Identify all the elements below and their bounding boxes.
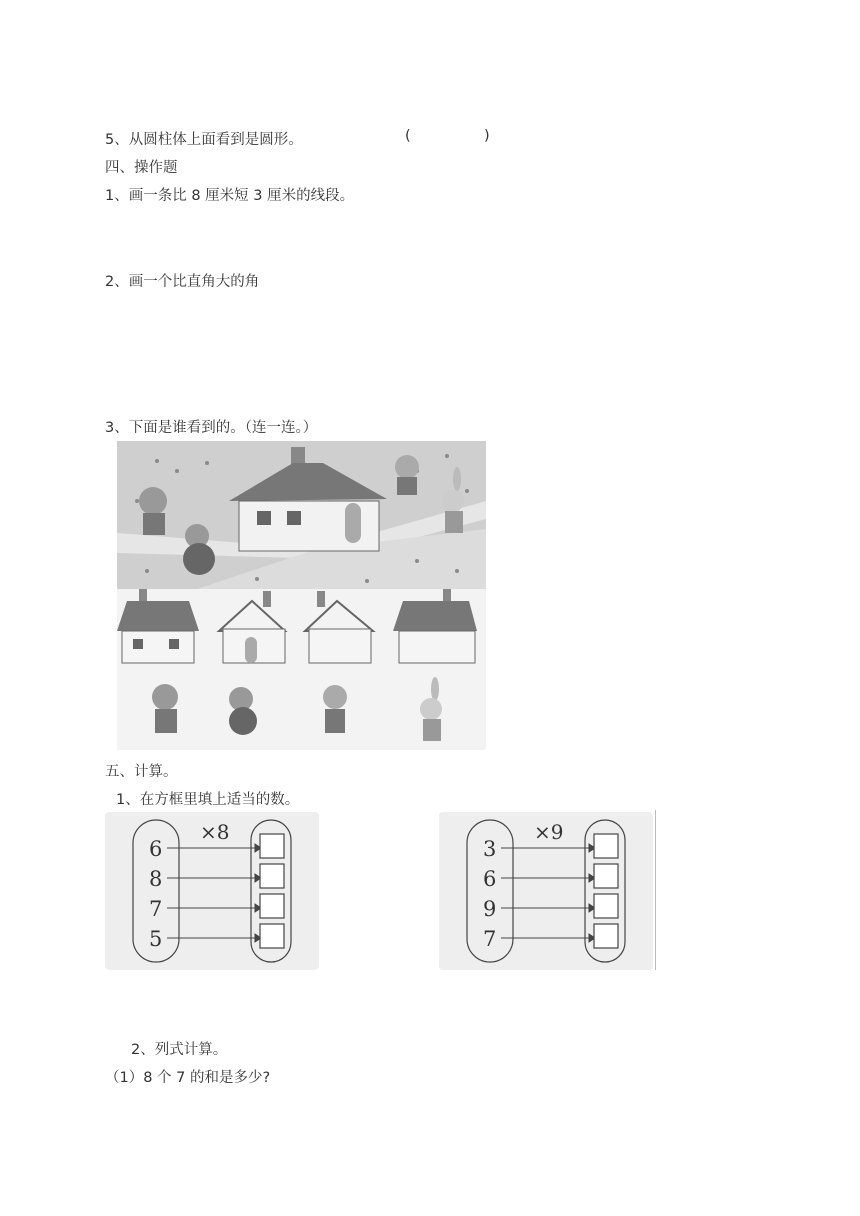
answer-box[interactable]: [260, 864, 284, 888]
input-number: 7: [149, 897, 163, 921]
section4-q3: 3、下面是谁看到的。（连一连。）: [105, 420, 318, 436]
mapping-diagram-left: [105, 812, 319, 970]
scene-svg: [117, 441, 486, 750]
arrows: [501, 844, 595, 942]
house-view-front: [117, 589, 199, 663]
input-number: 3: [483, 837, 497, 861]
divider: [655, 810, 656, 970]
section4-q2: 2、画一个比直角大的角: [105, 274, 260, 290]
cat-option: [152, 684, 178, 733]
input-number: 6: [149, 837, 163, 861]
operator-label: ×8: [200, 820, 230, 844]
answer-box[interactable]: [594, 894, 618, 918]
section5-title: 五、计算。: [105, 764, 178, 780]
section5-q1: 1、在方框里填上适当的数。: [116, 792, 300, 808]
input-number: 9: [483, 897, 497, 921]
house-view-side-plain: [305, 591, 373, 663]
input-number: 8: [149, 867, 163, 891]
who-sees-what-illustration: [117, 441, 486, 750]
multiply-panel-right: [439, 812, 653, 970]
input-number: 5: [149, 927, 163, 951]
section4-q1: 1、画一条比 8 厘米短 3 厘米的线段。: [105, 188, 355, 204]
answer-box[interactable]: [260, 834, 284, 858]
dog-option: [323, 685, 347, 733]
turtle-option: [229, 687, 257, 735]
input-number: 7: [483, 927, 497, 951]
section5-q2-1: （1）8 个 7 的和是多少?: [105, 1070, 271, 1086]
house-view-side-door: [219, 591, 285, 663]
answer-paren-close: ): [484, 128, 490, 144]
house-view-back: [393, 589, 477, 663]
rabbit-option: [420, 677, 442, 741]
answer-paren-open: (: [405, 128, 411, 144]
answer-box[interactable]: [594, 924, 618, 948]
section5-q2: 2、列式计算。: [131, 1042, 228, 1058]
answer-box[interactable]: [594, 834, 618, 858]
answer-box[interactable]: [260, 924, 284, 948]
dog-character: [395, 455, 419, 495]
answer-box[interactable]: [260, 894, 284, 918]
answer-blank[interactable]: [416, 128, 480, 148]
operator-label: ×9: [534, 820, 564, 844]
arrows: [167, 844, 261, 942]
q5-statement: 5、从圆柱体上面看到是圆形。: [105, 132, 303, 148]
mapping-diagram-right: [439, 812, 653, 970]
multiply-panel-left: [105, 812, 319, 970]
answer-box[interactable]: [594, 864, 618, 888]
section4-title: 四、操作题: [105, 160, 178, 176]
input-number: 6: [483, 867, 497, 891]
